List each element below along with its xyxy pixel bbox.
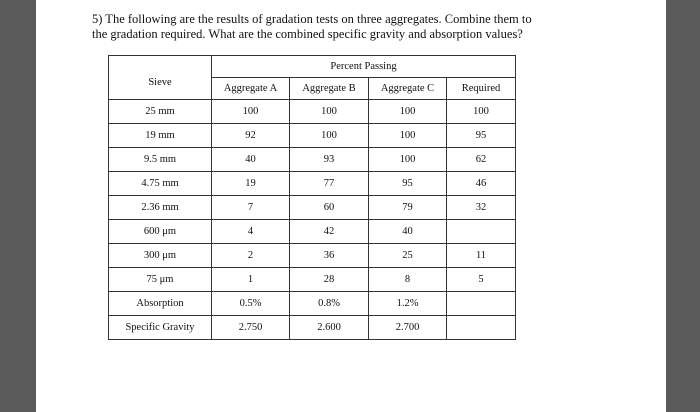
column-header-aggregate-b: Aggregate B [290, 78, 369, 100]
sieve-cell: 75 μm [109, 268, 212, 292]
table-row [109, 172, 516, 196]
required-cell: 32 [447, 196, 516, 220]
aggregate-b-cell: 2.600 [290, 316, 369, 340]
sieve-cell: 25 mm [109, 100, 212, 124]
required-cell: 95 [447, 124, 516, 148]
aggregate-c-cell: 25 [369, 244, 447, 268]
sieve-cell: Specific Gravity [109, 316, 212, 340]
table-row [109, 268, 516, 292]
aggregate-c-cell: 8 [369, 268, 447, 292]
sieve-cell: Absorption [109, 292, 212, 316]
aggregate-b-cell: 100 [290, 100, 369, 124]
table-row [109, 148, 516, 172]
aggregate-a-cell: 40 [212, 148, 290, 172]
required-cell: 11 [447, 244, 516, 268]
aggregate-a-cell: 0.5% [212, 292, 290, 316]
table-row [109, 292, 516, 316]
aggregate-c-cell: 2.700 [369, 316, 447, 340]
required-cell: 5 [447, 268, 516, 292]
question-text [92, 12, 592, 42]
aggregate-c-cell: 1.2% [369, 292, 447, 316]
aggregate-b-cell: 93 [290, 148, 369, 172]
column-header-aggregate-a: Aggregate A [212, 78, 290, 100]
aggregate-a-cell: 2 [212, 244, 290, 268]
aggregate-c-cell: 100 [369, 100, 447, 124]
percent-passing-header: Percent Passing [212, 56, 516, 78]
table-row [109, 124, 516, 148]
sieve-cell: 4.75 mm [109, 172, 212, 196]
aggregate-a-cell: 7 [212, 196, 290, 220]
required-cell: 100 [447, 100, 516, 124]
table-row [109, 316, 516, 340]
sieve-cell: 19 mm [109, 124, 212, 148]
table-row [109, 100, 516, 124]
required-cell: 46 [447, 172, 516, 196]
table-row [109, 244, 516, 268]
aggregate-b-cell: 36 [290, 244, 369, 268]
required-cell [447, 316, 516, 340]
sieve-cell: 2.36 mm [109, 196, 212, 220]
aggregate-b-cell: 42 [290, 220, 369, 244]
aggregate-b-cell: 77 [290, 172, 369, 196]
table-row [109, 196, 516, 220]
aggregate-a-cell: 4 [212, 220, 290, 244]
column-header-required: Required [447, 78, 516, 100]
aggregate-b-cell: 0.8% [290, 292, 369, 316]
aggregate-b-cell: 60 [290, 196, 369, 220]
required-cell [447, 292, 516, 316]
gradation-table [108, 55, 516, 340]
sieve-cell: 9.5 mm [109, 148, 212, 172]
question-line-2: the gradation required. What are the combined specific gravity and absorption values? [92, 27, 523, 41]
question-line-1: 5) The following are the results of gradation tests on three aggregates. Combine them to [92, 12, 532, 26]
column-header-aggregate-c: Aggregate C [369, 78, 447, 100]
aggregate-c-cell: 40 [369, 220, 447, 244]
aggregate-c-cell: 95 [369, 172, 447, 196]
aggregate-a-cell: 100 [212, 100, 290, 124]
sieve-header: Sieve [109, 56, 212, 100]
aggregate-a-cell: 92 [212, 124, 290, 148]
sieve-cell: 300 μm [109, 244, 212, 268]
aggregate-a-cell: 19 [212, 172, 290, 196]
aggregate-a-cell: 1 [212, 268, 290, 292]
required-cell: 62 [447, 148, 516, 172]
sieve-cell: 600 μm [109, 220, 212, 244]
aggregate-c-cell: 100 [369, 124, 447, 148]
aggregate-a-cell: 2.750 [212, 316, 290, 340]
aggregate-b-cell: 28 [290, 268, 369, 292]
aggregate-b-cell: 100 [290, 124, 369, 148]
aggregate-c-cell: 100 [369, 148, 447, 172]
required-cell [447, 220, 516, 244]
aggregate-c-cell: 79 [369, 196, 447, 220]
table-row [109, 220, 516, 244]
